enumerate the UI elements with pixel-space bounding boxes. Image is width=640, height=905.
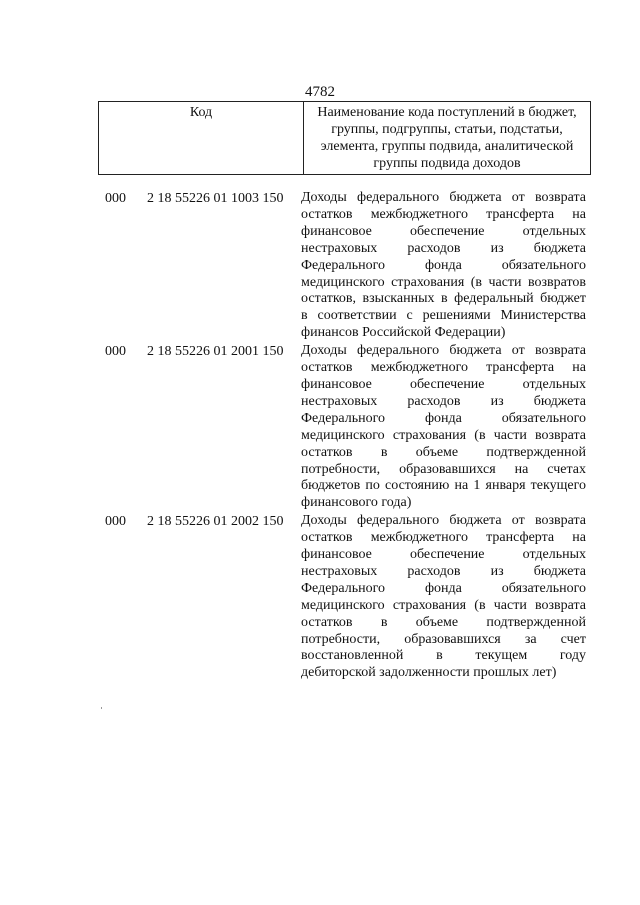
row-income-code: 2 18 55226 01 1003 150 [147,191,284,206]
description-line: финансовое обеспечение отдельных [301,547,586,563]
description-line: потребности, образовавшихся на счетах [301,461,586,477]
description-line: финансового года) [301,495,412,511]
description-line: остатков, взысканных в федеральный бюджет [301,291,586,307]
header-table [98,101,591,175]
row-description [301,190,586,342]
description-line: финансовое обеспечение отдельных [301,376,586,392]
row-income-code: 2 18 55226 01 2002 150 [147,514,284,530]
row-description [301,343,586,512]
header-code-cell [99,102,304,175]
description-line: Доходы федерального бюджета от возврата [301,343,586,359]
description-line: нестраховых расходов из бюджета [301,563,586,579]
description-line: бюджетов по состоянию на 1 января текущего [301,478,586,494]
header-name-cell [304,102,591,175]
income-code-list [0,190,640,683]
income-code-row [0,343,640,512]
description-line: нестраховых расходов из бюджета [301,393,586,409]
row-prefix-code: 000 [105,344,126,360]
header-row [99,102,591,175]
description-line: нестраховых расходов из бюджета [301,240,586,256]
description-line: остатков в объеме подтвержденной [301,614,586,630]
page-number: 4782 [305,84,335,100]
description-line: Федерального фонда обязательного [301,580,586,596]
header-name-line: группы подвида доходов [373,156,521,171]
description-line: Федерального фонда обязательного [301,410,586,426]
description-line: остатков межбюджетного трансферта на [301,206,586,222]
header-name-line: Наименование кода поступлений в бюджет, [317,105,577,120]
income-code-row [0,513,640,682]
description-line: восстановленной в текущем году [301,648,586,664]
description-line: Федерального фонда обязательного [301,257,586,273]
scan-speck [101,707,102,709]
row-prefix-code: 000 [105,514,126,530]
description-line: остатков межбюджетного трансферта на [301,530,586,546]
row-prefix-code: 000 [105,191,126,206]
description-line: остатков межбюджетного трансферта на [301,360,586,376]
header-name-line: элемента, группы подвида, аналитической [320,139,574,154]
header-name-line: группы, подгруппы, статьи, подстатьи, [331,122,563,137]
row-income-code: 2 18 55226 01 2001 150 [147,344,284,360]
description-line: потребности, образовавшихся за счет [301,631,586,647]
header-code-label: Код [189,105,213,120]
description-line: остатков в объеме подтвержденной [301,444,586,460]
description-line: медицинского страхования (в части возвратов [301,274,586,290]
description-line: Доходы федерального бюджета от возврата [301,190,586,205]
description-line: медицинского страхования (в части возврата [301,427,586,443]
description-line: Доходы федерального бюджета от возврата [301,513,586,529]
description-line: финансовое обеспечение отдельных [301,223,586,239]
description-line: в соответствии с решениями Министерства [301,308,586,324]
income-code-row [0,190,640,342]
description-line: медицинского страхования (в части возврата [301,597,586,613]
description-line: финансов Российской Федерации) [301,325,506,341]
row-description [301,513,586,682]
description-line: дебиторской задолженности прошлых лет) [301,665,557,681]
